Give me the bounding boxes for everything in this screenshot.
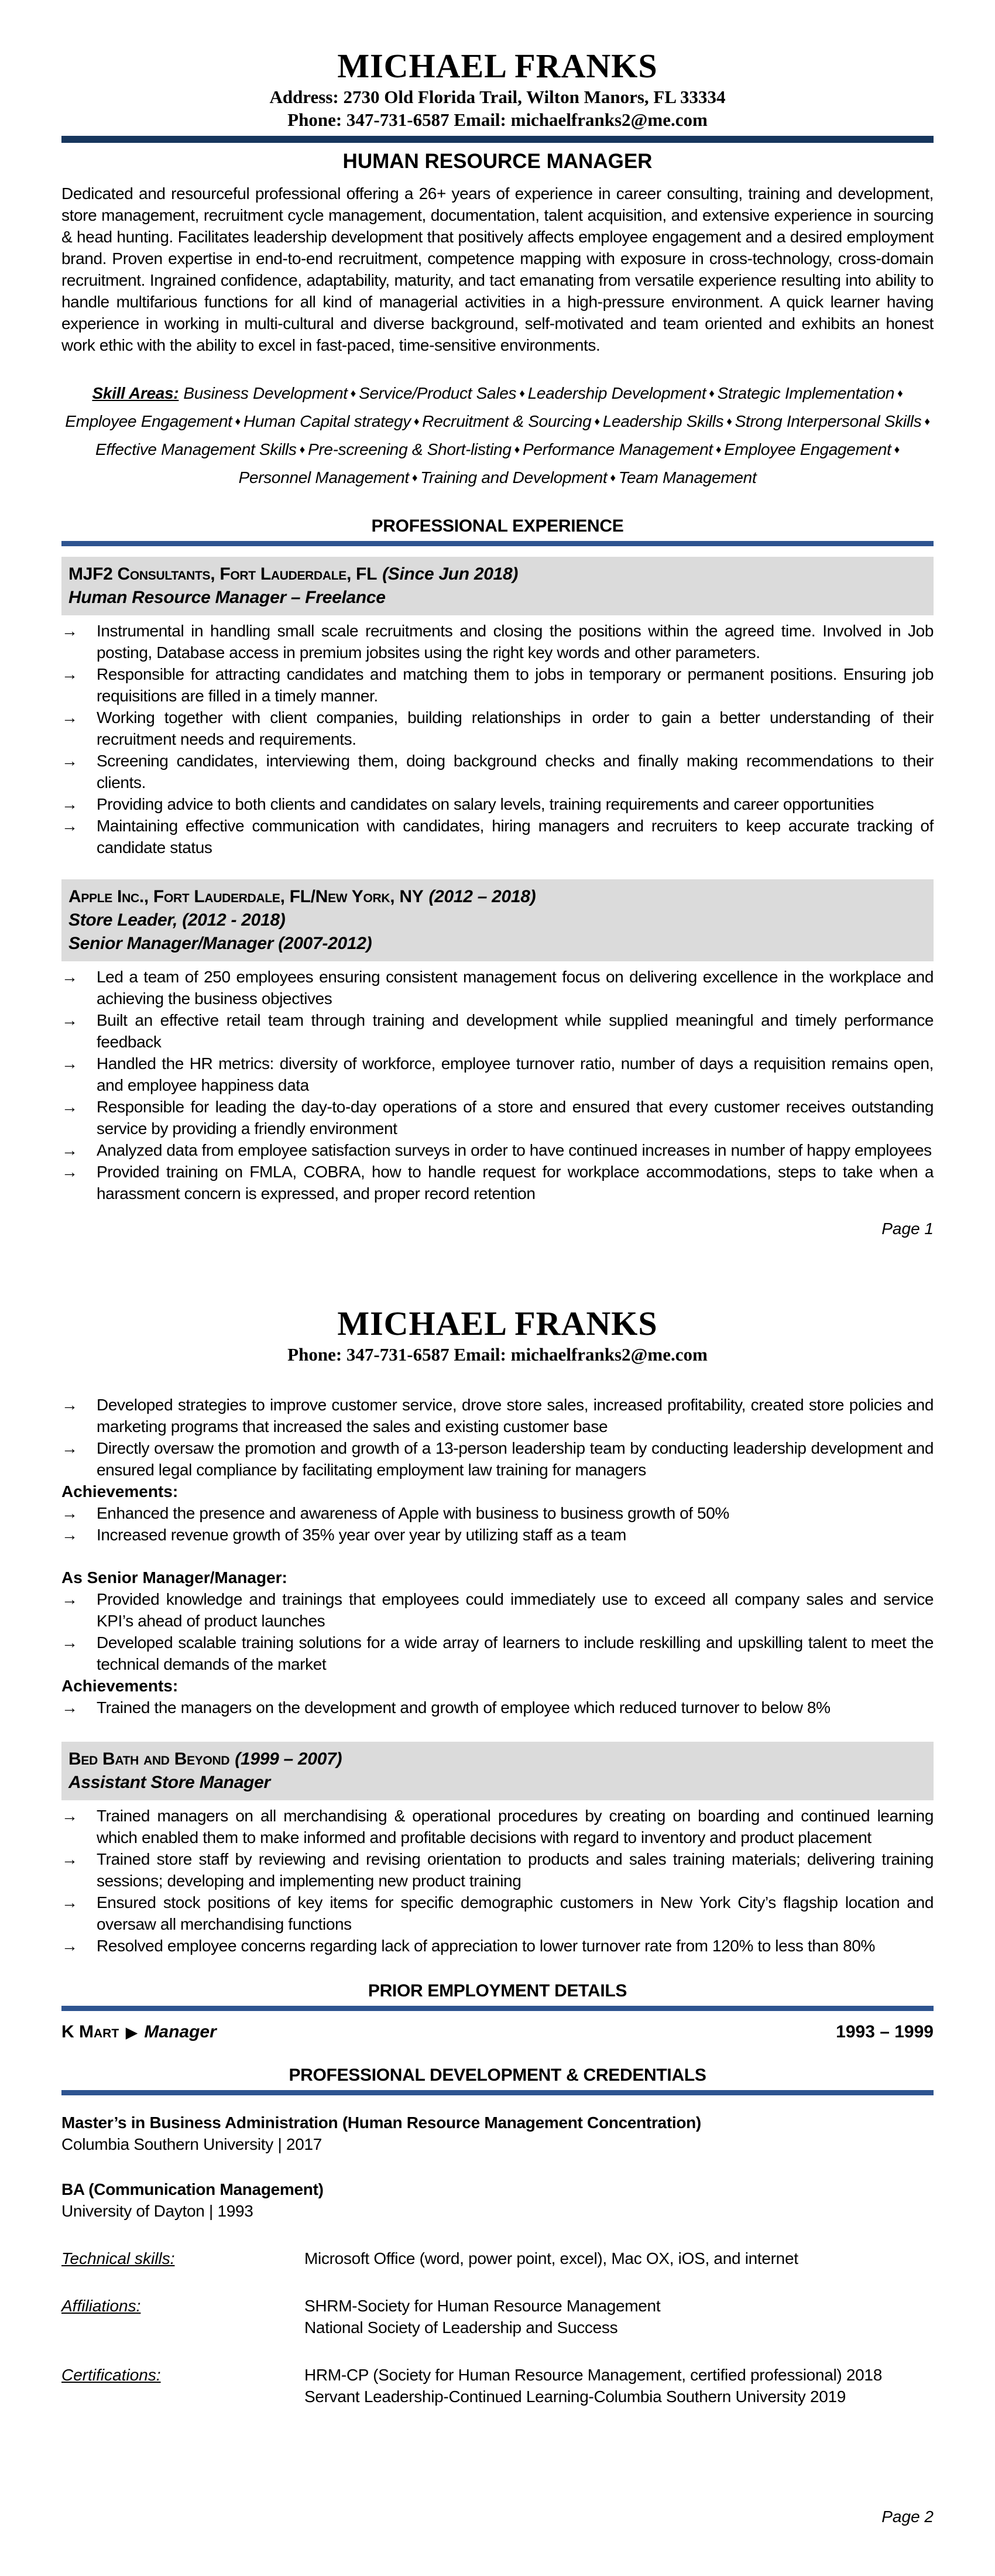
bullet-text: Trained store staff by reviewing and revising orientation to products and sales training materials; delivering training sessions; developing and implementing new product training xyxy=(97,1850,934,1890)
phone-email-line: Phone: 347-731-6587 Email: michaelfranks2@me.com xyxy=(287,109,708,130)
company-dates: (Since Jun 2018) xyxy=(382,564,519,584)
skill-item: Leadership Development xyxy=(527,384,706,402)
bullet-item xyxy=(61,1394,934,1437)
arrow-bullet-glyph: → xyxy=(61,1633,78,1652)
arrow-bullet-glyph: → xyxy=(61,1141,78,1159)
education-entry xyxy=(61,2112,934,2155)
company-name: Apple Inc., Fort Lauderdale, FL/New York, NY xyxy=(68,887,424,906)
diamond-separator-icon: ♦ xyxy=(712,444,725,456)
degree-title: BA (Communication Management) xyxy=(61,2180,324,2198)
bullet-item xyxy=(61,620,934,663)
section-rule xyxy=(61,2006,934,2011)
bullet-text: Provided knowledge and trainings that employees could immediately use to exceed all company sales and service KPI’s ahead of product launches xyxy=(97,1590,934,1630)
skill-item: Strategic Implementation xyxy=(717,384,895,402)
credential-row-technical-skills xyxy=(61,2248,934,2269)
company-dates: (2012 – 2018) xyxy=(428,887,536,906)
credential-values xyxy=(304,2248,934,2269)
bullet-item xyxy=(61,1139,934,1161)
bullet-item xyxy=(61,1096,934,1139)
credential-values xyxy=(304,2364,934,2407)
credential-value-line: SHRM-Society for Human Resource Management xyxy=(304,2297,661,2315)
skill-item: Leadership Skills xyxy=(602,412,724,430)
skill-item: Performance Management xyxy=(522,440,713,458)
kmart-employment-row xyxy=(61,2020,934,2044)
diamond-separator-icon: ♦ xyxy=(723,416,735,428)
job-role-list xyxy=(68,1771,927,1794)
credential-value-line: National Society of Leadership and Success xyxy=(304,2318,618,2337)
credential-value-line: Servant Leadership-Continued Learning-Columbia Southern University 2019 xyxy=(304,2387,846,2406)
section-heading-credentials: PROFESSIONAL DEVELOPMENT & CREDENTIALS xyxy=(289,2065,706,2085)
achievements-heading: Achievements: xyxy=(61,1677,179,1695)
bullet-text: Maintaining effective communication with candidates, hiring managers and recruiters to keep accurate tracking of candidate status xyxy=(97,817,934,857)
credential-value-line: Microsoft Office (word, power point, excel), Mac OX, iOS, and internet xyxy=(304,2249,798,2267)
candidate-name: MICHAEL FRANKS xyxy=(337,47,658,85)
arrow-bullet-glyph: → xyxy=(61,1590,78,1608)
bullet-text: Led a team of 250 employees ensuring consistent management focus on delivering excellence in the workplace and achieving the business objectives xyxy=(97,968,934,1008)
phone-email-line: Phone: 347-731-6587 Email: michaelfranks2@me.com xyxy=(287,1344,708,1365)
bullet-text: Directly oversaw the promotion and growth of a 13-person leadership team by conducting leadership development and ensured legal compliance by facilitating employment law training for managers xyxy=(97,1439,934,1479)
bullet-item xyxy=(61,1588,934,1632)
skill-item: Team Management xyxy=(618,468,757,487)
credential-label: Affiliations: xyxy=(61,2297,141,2315)
bullet-text: Instrumental in handling small scale recruitments and closing the positions within the agreed time. Involved in Job posting, Database access in premium jobsites using the right key words and other parameters. xyxy=(97,622,934,662)
job-company-line xyxy=(68,1748,927,1771)
skill-item: Human Capital strategy xyxy=(243,412,411,430)
page-number-label: Page 1 xyxy=(881,1220,934,1238)
bullet-item xyxy=(61,815,934,858)
bullet-item xyxy=(61,1892,934,1935)
address-line: Address: 2730 Old Florida Trail, Wilton Manors, FL 33334 xyxy=(269,87,726,107)
diamond-separator-icon: ♦ xyxy=(607,472,619,484)
achievements-bullet-list xyxy=(61,1502,934,1546)
bullet-text: Enhanced the presence and awareness of Apple with business to business growth of 50% xyxy=(97,1504,729,1522)
skill-item: Employee Engagement xyxy=(65,412,232,430)
achievements-heading: Achievements: xyxy=(61,1482,179,1501)
credential-values xyxy=(304,2295,934,2338)
bullet-item xyxy=(61,1697,934,1718)
kmart-dates: 1993 – 1999 xyxy=(836,2022,934,2041)
diamond-separator-icon: ♦ xyxy=(706,388,718,400)
school-line: Columbia Southern University | 2017 xyxy=(61,2135,322,2153)
job-role-list xyxy=(68,909,927,955)
diamond-separator-icon: ♦ xyxy=(409,472,421,484)
credential-label: Technical skills: xyxy=(61,2249,175,2267)
bullet-item xyxy=(61,1502,934,1524)
bullet-text: Working together with client companies, building relationships in order to gain a better understanding of their recruitment needs and requirements. xyxy=(97,708,934,748)
arrow-bullet-glyph: → xyxy=(61,1098,78,1116)
job-role-line: Senior Manager/Manager (2007-2012) xyxy=(68,934,372,953)
arrow-bullet-glyph: → xyxy=(61,1396,78,1414)
degree-title: Master’s in Business Administration (Human Resource Management Concentration) xyxy=(61,2113,701,2132)
bullet-text: Analyzed data from employee satisfaction surveys in order to have continued increases in number of happy employees xyxy=(97,1141,932,1159)
job-header-mjf2 xyxy=(61,557,934,615)
bullet-item xyxy=(61,1632,934,1675)
skill-item: Employee Engagement xyxy=(724,440,891,458)
bullet-text: Ensured stock positions of key items for specific demographic customers in New York City’s flagship location and oversaw all merchandising functions xyxy=(97,1893,934,1933)
arrow-bullet-glyph: → xyxy=(61,622,78,640)
header-divider-bar xyxy=(61,136,934,143)
bullet-item xyxy=(61,1848,934,1892)
bullet-text: Responsible for leading the day-to-day operations of a store and ensured that every customer receives outstanding service by providing a friendly environment xyxy=(97,1098,934,1138)
school-line: University of Dayton | 1993 xyxy=(61,2202,253,2220)
section-heading-professional-experience: PROFESSIONAL EXPERIENCE xyxy=(371,516,624,536)
arrow-bullet-glyph: → xyxy=(61,708,78,727)
arrow-bullet-glyph: → xyxy=(61,665,78,683)
professional-summary: Dedicated and resourceful professional offering a 26+ years of experience in career consulting, training and development, store management, recruitment cycle management, documentation, talent acquisition, and extensive experience in sourcing & head hunting. Facilitates leadership development that positively affects employee engagement and a desired employment brand. Proven expertise in end-to-end recruitment, competence mapping with exposure in cross-technology, cross-domain recruitment. Ingrained confidence, adaptability, maturity, and tact emanating from versatile experience resulting into ability to handle multifarious functions for all kind of managerial activities in a high-pressure environment. A quick learner having experience in working in multi-cultural and diverse background, self-motivated and team oriented and exhibits an honest work ethic with the ability to excel in fast-paced, time-sensitive environments. xyxy=(61,184,934,354)
arrow-bullet-glyph: → xyxy=(61,1893,78,1912)
resume-page-2 xyxy=(0,1288,995,2576)
arrow-bullet-glyph: → xyxy=(61,1850,78,1868)
senior-manager-bullet-list xyxy=(61,1588,934,1675)
diamond-separator-icon: ♦ xyxy=(591,416,603,428)
arrow-bullet-glyph: → xyxy=(61,1504,78,1522)
job-company-line xyxy=(68,563,927,586)
section-heading-prior-employment: PRIOR EMPLOYMENT DETAILS xyxy=(368,1981,627,2000)
bullet-text: Responsible for attracting candidates and matching them to jobs in temporary or permanent positions. Ensuring job requisitions are filled in a timely manner. xyxy=(97,665,934,705)
skill-item: Effective Management Skills xyxy=(95,440,297,458)
bullet-text: Provided training on FMLA, COBRA, how to handle request for workplace accommodations, steps to take when a harassment concern is expressed, and proper record retention xyxy=(97,1163,934,1203)
arrow-bullet-glyph: → xyxy=(61,1163,78,1181)
role-title: HUMAN RESOURCE MANAGER xyxy=(342,150,653,173)
skill-item: Service/Product Sales xyxy=(359,384,517,402)
apple-continued-bullet-list xyxy=(61,1394,934,1481)
bullet-text: Developed strategies to improve customer service, drove store sales, increased profitability, created store policies and marketing programs that increased the sales and existing customer base xyxy=(97,1396,934,1436)
arrow-bullet-glyph: → xyxy=(61,1937,78,1955)
skill-item: Strong Interpersonal Skills xyxy=(735,412,922,430)
company-name: Bed Bath and Beyond xyxy=(68,1749,230,1769)
bullet-item xyxy=(61,1009,934,1053)
skill-item: Business Development xyxy=(183,384,348,402)
education-entry xyxy=(61,2178,934,2222)
skill-areas-list xyxy=(65,384,930,487)
job-role-list xyxy=(68,586,927,609)
company-dates: (1999 – 2007) xyxy=(235,1749,342,1769)
bullet-item xyxy=(61,1935,934,1957)
bullet-text: Screening candidates, interviewing them, doing background checks and finally making recommendations to their clients. xyxy=(97,752,934,792)
diamond-separator-icon: ♦ xyxy=(921,416,930,428)
arrow-bullet-glyph: → xyxy=(61,795,78,813)
bullet-text: Resolved employee concerns regarding lack of appreciation to lower turnover rate from 120% to less than 80% xyxy=(97,1937,875,1955)
bullet-item xyxy=(61,793,934,815)
credential-row-affiliations xyxy=(61,2295,934,2338)
bullet-text: Providing advice to both clients and candidates on salary levels, training requirements and career opportunities xyxy=(97,795,874,813)
bullet-item xyxy=(61,1053,934,1096)
job-header-bedbath xyxy=(61,1742,934,1800)
diamond-separator-icon: ♦ xyxy=(511,444,523,456)
arrow-bullet-glyph: → xyxy=(61,968,78,986)
senior-manager-heading: As Senior Manager/Manager: xyxy=(61,1568,287,1587)
arrow-bullet-glyph: → xyxy=(61,752,78,770)
skill-item: Recruitment & Sourcing xyxy=(422,412,592,430)
company-name: K Mart xyxy=(61,2022,119,2041)
right-triangle-icon: ▶ xyxy=(126,2025,138,2041)
job-role-line: Store Leader, (2012 - 2018) xyxy=(68,910,286,930)
diamond-separator-icon: ♦ xyxy=(894,388,903,400)
bullet-item xyxy=(61,1805,934,1848)
company-name: MJF2 Consultants, Fort Lauderdale, FL xyxy=(68,564,378,584)
bullet-item xyxy=(61,966,934,1009)
bullet-text: Developed scalable training solutions for a wide array of learners to include reskilling and upskilling talent to meet the technical demands of the market xyxy=(97,1633,934,1673)
bedbath-bullet-list xyxy=(61,1805,934,1957)
skill-areas-label: Skill Areas: xyxy=(92,384,179,402)
skill-item: Pre-screening & Short-listing xyxy=(307,440,512,458)
kmart-role: Manager xyxy=(144,2022,217,2041)
diamond-separator-icon: ♦ xyxy=(410,416,423,428)
bullet-text: Trained the managers on the development and growth of employee which reduced turnover to below 8% xyxy=(97,1698,831,1717)
diamond-separator-icon: ♦ xyxy=(891,444,900,456)
diamond-separator-icon: ♦ xyxy=(296,444,308,456)
section-rule xyxy=(61,541,934,546)
job-role-line: Human Resource Manager – Freelance xyxy=(68,588,386,607)
diamond-separator-icon: ♦ xyxy=(347,388,359,400)
bullet-text: Increased revenue growth of 35% year over year by utilizing staff as a team xyxy=(97,1526,626,1544)
apple-bullet-list xyxy=(61,966,934,1204)
credential-value-line: HRM-CP (Society for Human Resource Management, certified professional) 2018 xyxy=(304,2366,882,2384)
skill-item: Training and Development xyxy=(420,468,608,487)
arrow-bullet-glyph: → xyxy=(61,1807,78,1825)
arrow-bullet-glyph: → xyxy=(61,1011,78,1029)
bullet-item xyxy=(61,707,934,750)
kmart-company-role xyxy=(61,2020,217,2044)
bullet-text: Handled the HR metrics: diversity of workforce, employee turnover ratio, number of days a requisition remains open, and employee happiness data xyxy=(97,1054,934,1094)
arrow-bullet-glyph: → xyxy=(61,1698,78,1717)
arrow-bullet-glyph: → xyxy=(61,1054,78,1073)
mjf2-bullet-list xyxy=(61,620,934,858)
candidate-name: MICHAEL FRANKS xyxy=(337,1304,658,1342)
job-role-line: Assistant Store Manager xyxy=(68,1773,270,1792)
arrow-bullet-glyph: → xyxy=(61,1439,78,1457)
arrow-bullet-glyph: → xyxy=(61,817,78,835)
job-company-line xyxy=(68,885,927,909)
bullet-text: Built an effective retail team through training and development while supplied meaningful and timely performance feedback xyxy=(97,1011,934,1051)
bullet-item xyxy=(61,1437,934,1481)
achievements-bullet-list xyxy=(61,1697,934,1718)
credential-label: Certifications: xyxy=(61,2366,161,2384)
skill-item: Personnel Management xyxy=(238,468,409,487)
arrow-bullet-glyph: → xyxy=(61,1526,78,1544)
bullet-item xyxy=(61,750,934,793)
diamond-separator-icon: ♦ xyxy=(516,388,528,400)
bullet-item xyxy=(61,663,934,707)
section-rule xyxy=(61,2090,934,2095)
page-number-label: Page 2 xyxy=(881,2508,934,2526)
skill-areas-paragraph xyxy=(61,379,934,492)
bullet-text: Trained managers on all merchandising & operational procedures by creating on boarding and continued learning which enabled them to make informed and profitable decisions with regard to inventory and product placement xyxy=(97,1807,934,1847)
diamond-separator-icon: ♦ xyxy=(232,416,243,428)
credential-row-certifications xyxy=(61,2364,934,2407)
bullet-item xyxy=(61,1161,934,1204)
bullet-item xyxy=(61,1524,934,1546)
job-header-apple xyxy=(61,879,934,961)
